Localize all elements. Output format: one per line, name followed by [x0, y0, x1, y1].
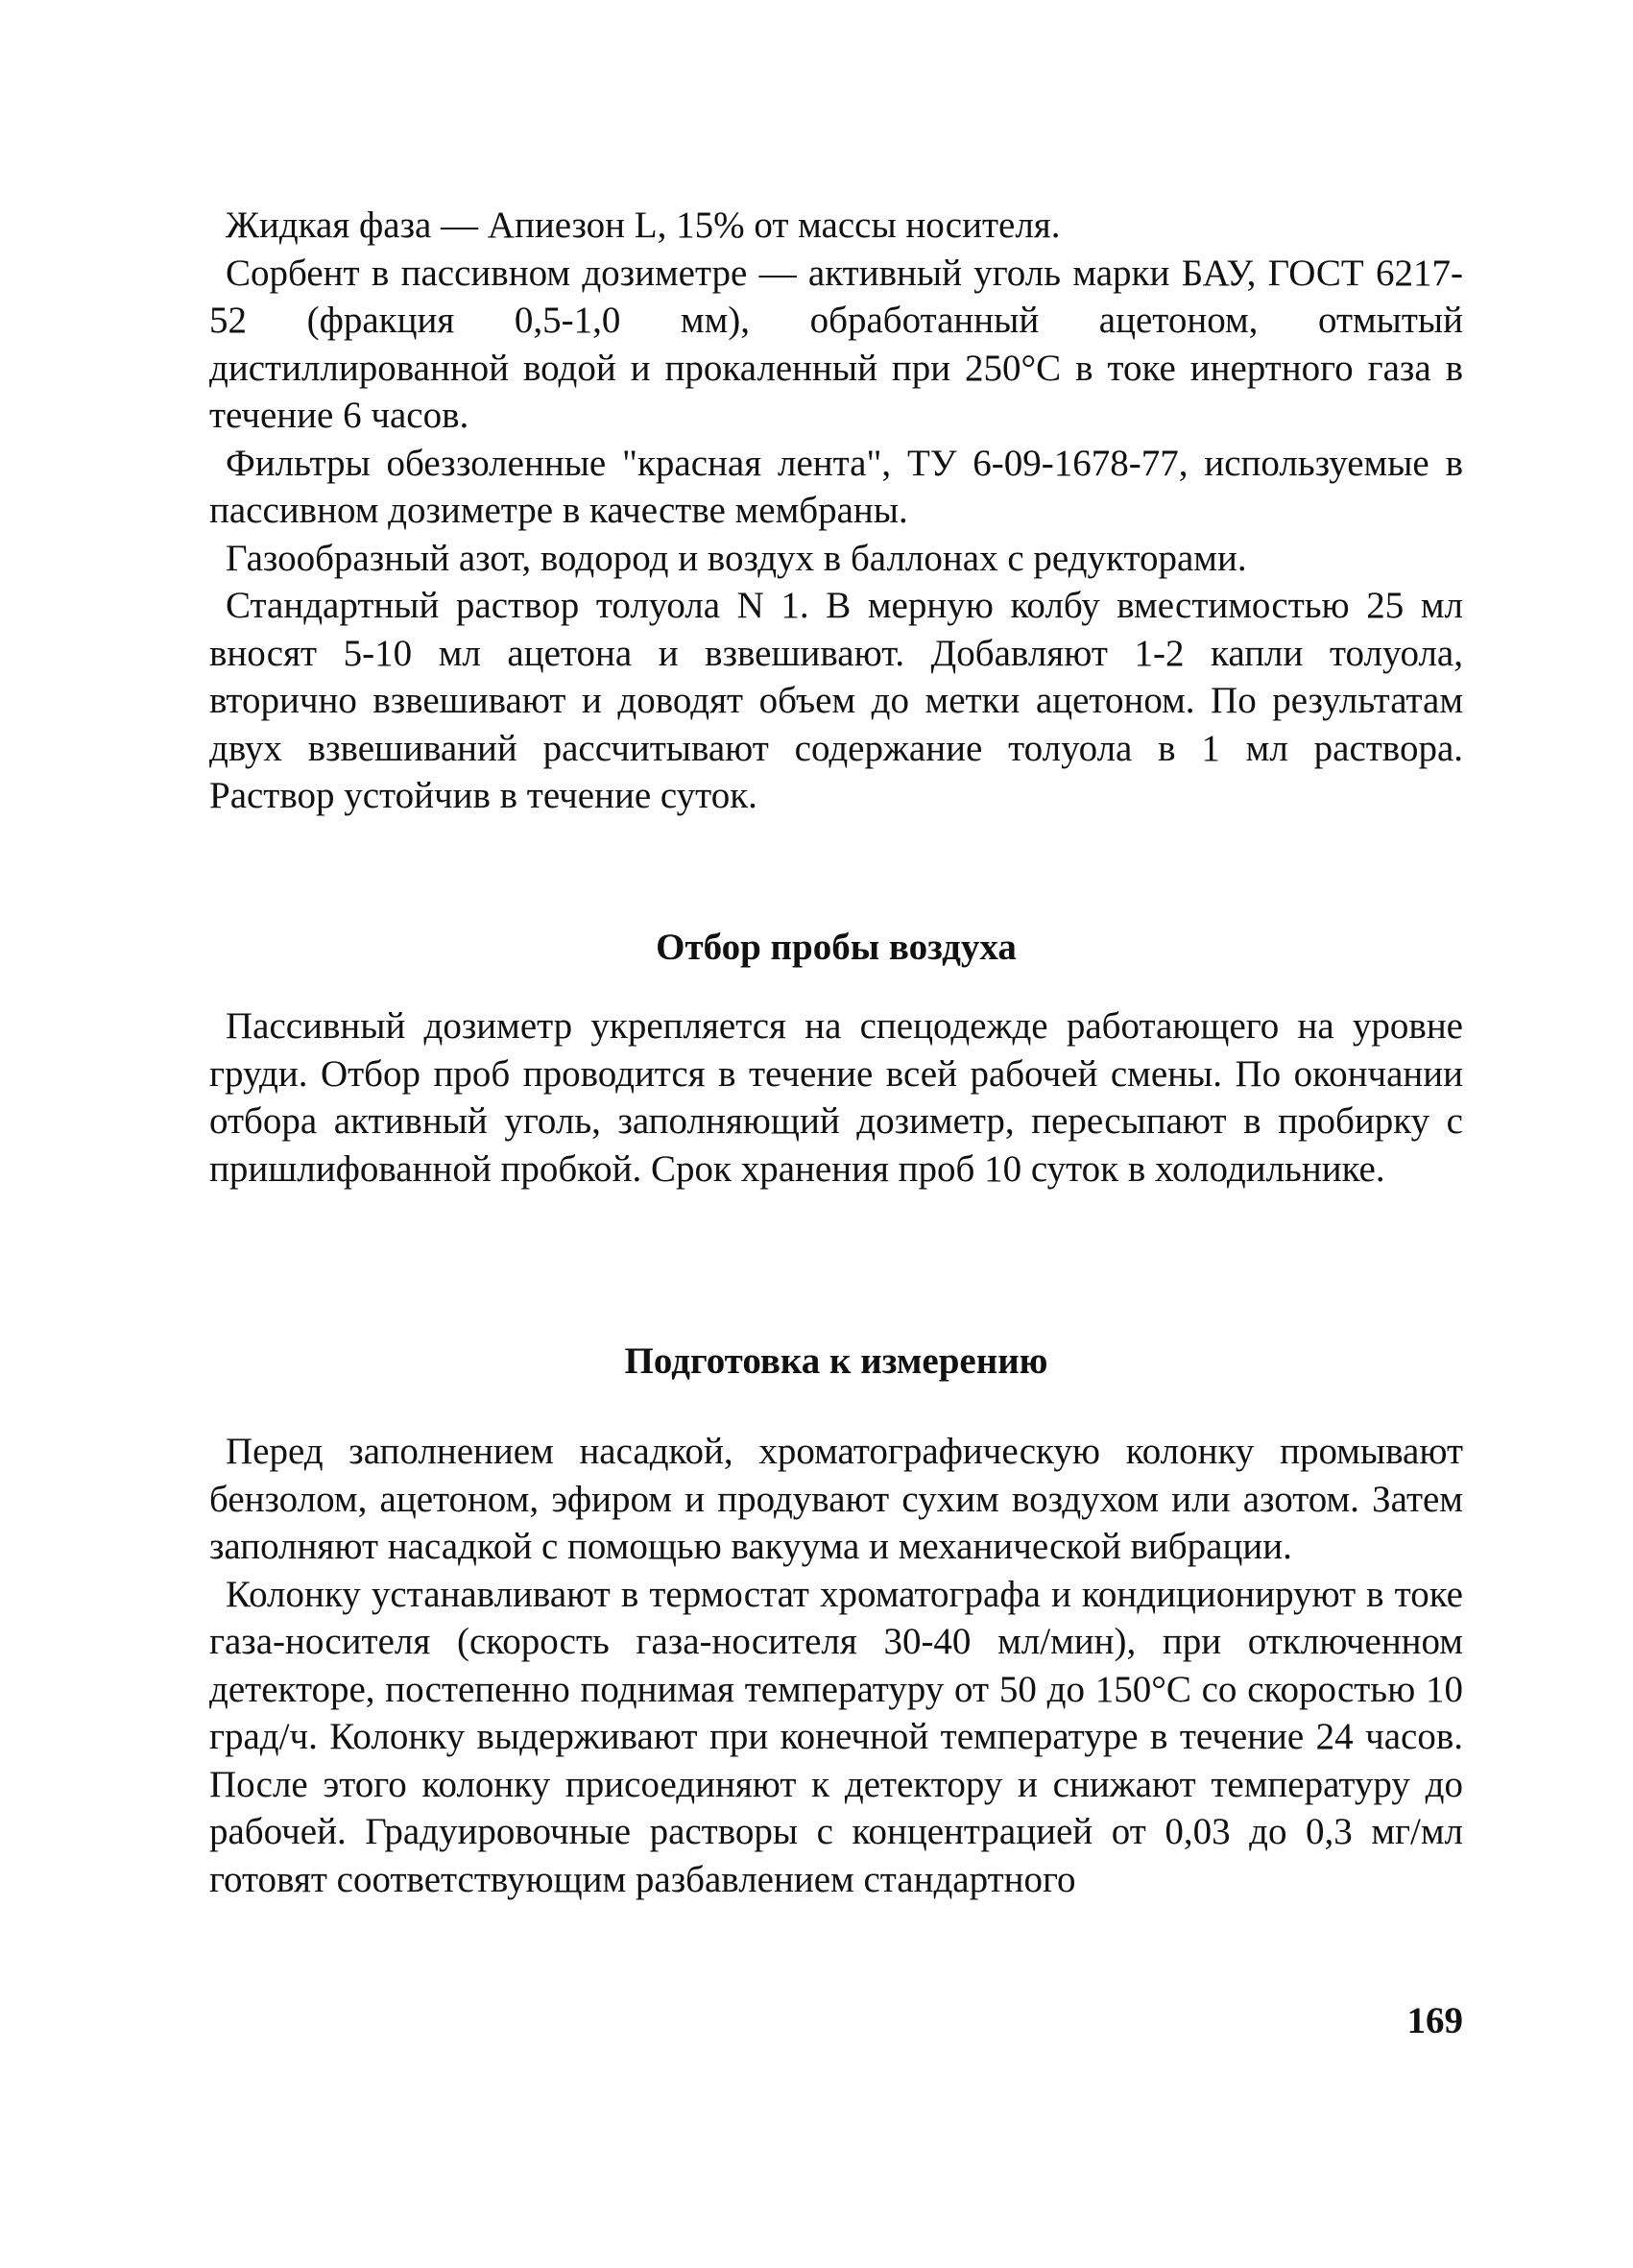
- paragraph-filters: Фильтры обеззоленные "красная лента", ТУ 6-09-1678-77, используемые в пассивном дозиметре в качестве мембраны.: [209, 442, 1463, 531]
- section-air-sampling: [209, 1002, 1463, 1193]
- page-number: 169: [1406, 2000, 1463, 2041]
- section-heading-air-sampling: Отбор пробы воздуха: [656, 927, 1017, 968]
- paragraph-liquid-phase: Жидкая фаза — Апиезон L, 15% от массы носителя.: [226, 205, 1061, 246]
- paragraph-sorbent: Сорбент в пассивном дозиметре — активный уголь марки БАУ, ГОСТ 6217-52 (фракция 0,5-1,0 мм), обработанный ацетоном, отмытый дистиллированной водой и прокаленный при 250°C в токе инертного газа в течение 6 часов.: [209, 252, 1463, 436]
- paragraph-standard-solution: Стандартный раствор толуола N 1. В мерную колбу вместимостью 25 мл вносят 5-10 мл ацетона и взвешивают. Добавляют 1-2 капли толуола, вторично взвешивают и доводят объем до метки ацетоном. По результатам двух взвешиваний рассчитывают содержание толуола в 1 мл раствора. Раствор устойчив в течение суток.: [209, 585, 1463, 816]
- section-measurement-prep: [209, 1428, 1463, 1903]
- paragraph-passive-dosimeter: Пассивный дозиметр укрепляется на спецодежде работающего на уровне груди. Отбор проб проводится в течение всей рабочей смены. По окончании отбора активный уголь, заполняющий дозиметр, пересыпают в пробирку с пришлифованной пробкой. Срок хранения проб 10 суток в холодильнике.: [209, 1005, 1463, 1190]
- section-materials: [209, 202, 1463, 820]
- section-heading-measurement-prep: Подготовка к измерению: [624, 1340, 1048, 1382]
- paragraph-column-conditioning: Колонку устанавливают в термостат хроматографа и кондиционируют в токе газа-носителя (скорость газа-носителя 30-40 мл/мин), при отключенном детекторе, постепенно поднимая температуру от 50 до 150°C со скоростью 10 град/ч. Колонку выдерживают при конечной температуре в течение 24 часов. После этого колонку присоединяют к детектору и снижают температуру до рабочей. Градуировочные растворы с концентрацией от 0,03 до 0,3 мг/мл готовят соответствующим разбавлением стандартного: [209, 1573, 1463, 1900]
- paragraph-column-filling: Перед заполнением насадкой, хроматографическую колонку промывают бензолом, ацетоном, эфиром и продувают сухим воздухом или азотом. Затем заполняют насадкой с помощью вакуума и механической вибрации.: [209, 1431, 1463, 1567]
- paragraph-gases: Газообразный азот, водород и воздух в баллонах с редукторами.: [226, 537, 1247, 579]
